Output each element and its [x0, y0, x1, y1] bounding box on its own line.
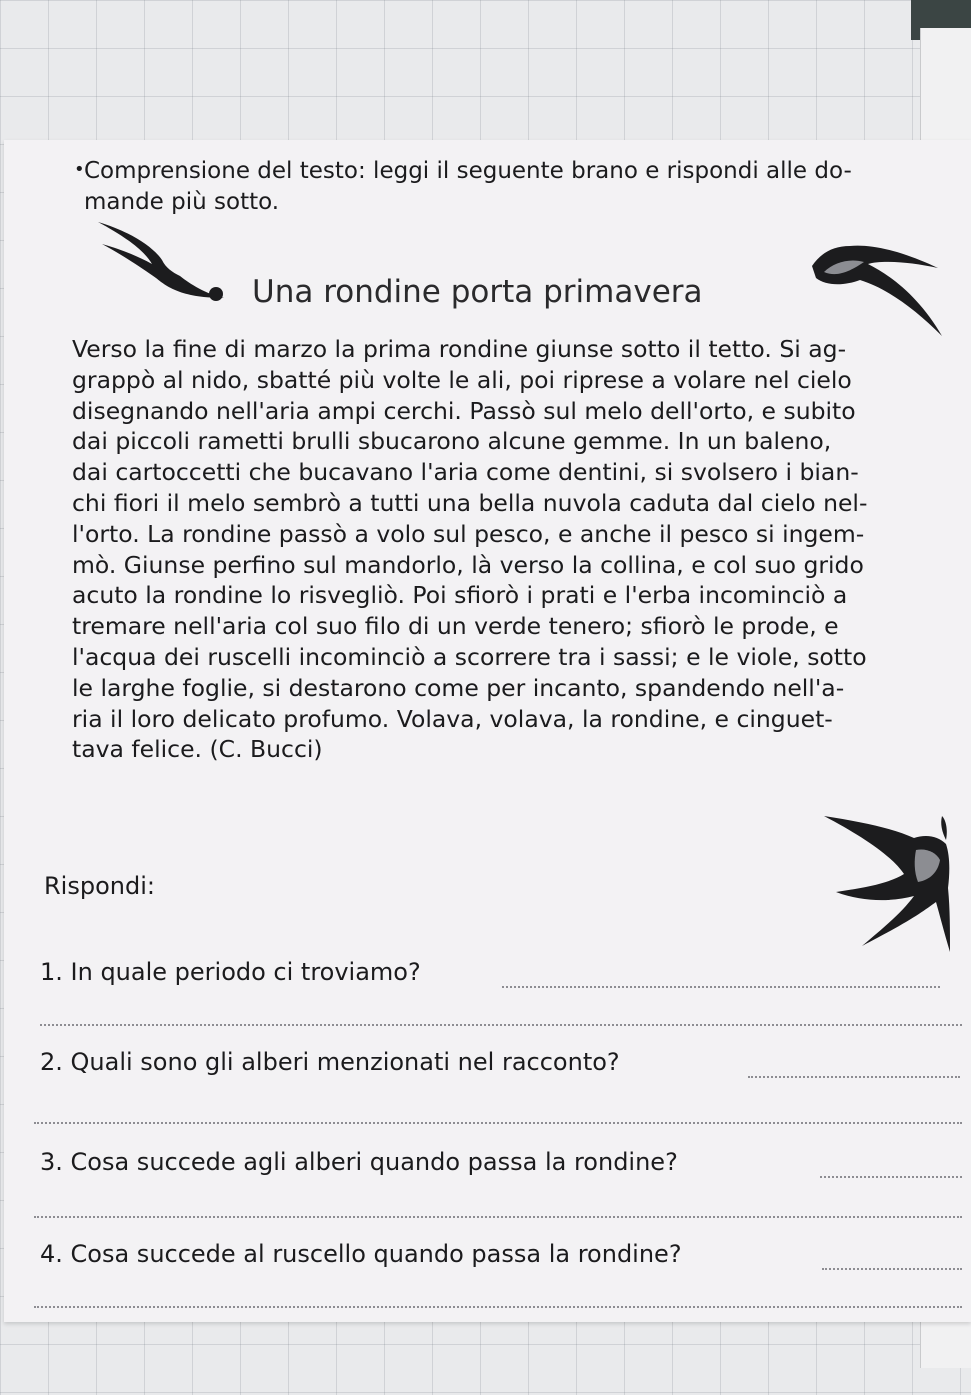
passage-line: tremare nell'aria col suo filo di un verde tenero; sfiorò le prode, e [72, 612, 839, 641]
answer-line[interactable] [822, 1268, 962, 1270]
passage-line: dai piccoli rametti brulli sbucarono alcune gemme. In un baleno, [72, 427, 832, 456]
question-1: 1. In quale periodo ci troviamo? [40, 958, 421, 986]
passage-line: mò. Giunse perfino sul mandorlo, là verso la collina, e col suo grido [72, 550, 864, 579]
passage-line: tava felice. (C. Bucci) [72, 735, 323, 764]
swallow-icon [822, 816, 962, 956]
question-2: 2. Quali sono gli alberi menzionati nel racconto? [40, 1048, 620, 1076]
question-3: 3. Cosa succede agli alberi quando passa la rondine? [40, 1148, 678, 1176]
instructions-line: Comprensione del testo: leggi il seguente brano e rispondi alle do- [84, 158, 852, 184]
instructions [74, 156, 852, 218]
passage-line: ria il loro delicato profumo. Volava, volava, la rondine, e cinguet- [72, 704, 833, 733]
answer-line[interactable] [34, 1306, 962, 1308]
swallow-icon [810, 236, 950, 346]
passage-line: l'acqua dei ruscelli incominciò a scorrere tra i sassi; e le viole, sotto [72, 642, 867, 671]
passage-line: l'orto. La rondine passò a volo sul pesco, e anche il pesco si ingem- [72, 519, 865, 548]
passage-line: dai cartoccetti che bucavano l'aria come dentini, si svolsero i bian- [72, 458, 859, 487]
page-title: Una rondine porta primavera [252, 274, 703, 310]
rispondi-heading: Rispondi: [44, 872, 155, 900]
answer-line[interactable] [34, 1216, 962, 1218]
worksheet [4, 140, 971, 1322]
passage-line: le larghe foglie, si destarono come per incanto, spandendo nell'a- [72, 673, 845, 702]
answer-line[interactable] [40, 1024, 962, 1026]
passage [72, 334, 867, 765]
answer-line[interactable] [34, 1122, 962, 1124]
passage-line: acuto la rondine lo risvegliò. Poi sfiorò i prati e l'erba incominciò a [72, 581, 848, 610]
passage-line: grappò al nido, sbatté più volte le ali, poi riprese a volare nel cielo [72, 365, 852, 394]
passage-line: disegnando nell'aria ampi cerchi. Passò sul melo dell'orto, e subito [72, 396, 856, 425]
passage-line: chi fiori il melo sembrò a tutti una bella nuvola caduta dal cielo nel- [72, 488, 868, 517]
passage-line: Verso la fine di marzo la prima rondine giunse sotto il tetto. Si ag- [72, 335, 847, 363]
instructions-line: mande più sotto. [84, 189, 280, 215]
bullet-icon: • [74, 159, 85, 180]
swallow-icon [94, 220, 234, 315]
answer-line[interactable] [820, 1176, 962, 1178]
question-4: 4. Cosa succede al ruscello quando passa la rondine? [40, 1240, 682, 1268]
answer-line[interactable] [502, 986, 940, 988]
answer-line[interactable] [748, 1076, 960, 1078]
